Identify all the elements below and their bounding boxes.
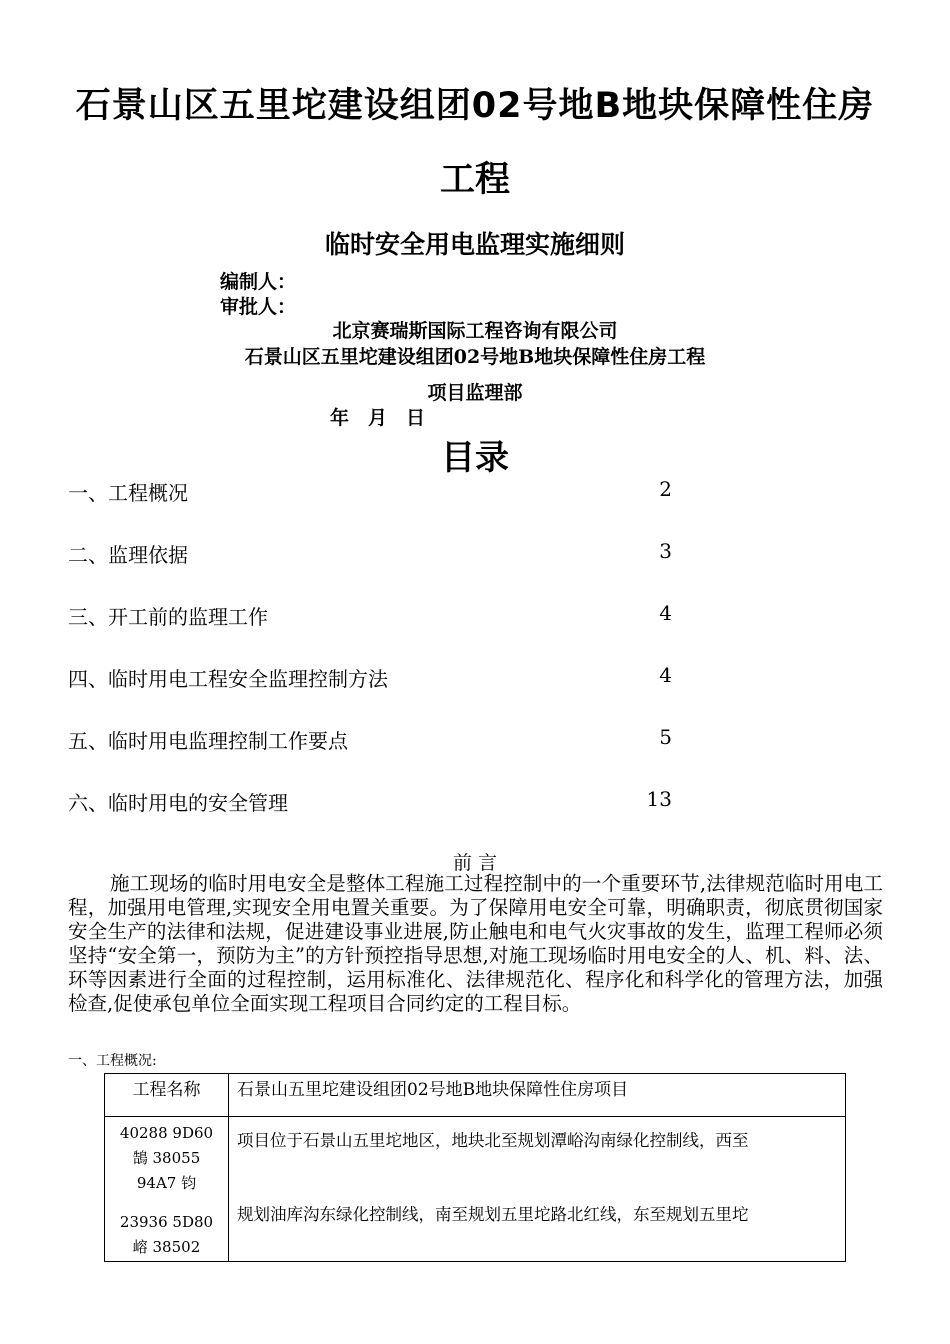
toc-item-label: 一、工程概况 — [68, 481, 188, 505]
project-name: 石景山区五里坨建设组团02号地B地块保障性住房工程 — [244, 346, 706, 368]
toc-item[interactable] — [68, 477, 688, 507]
code-line: 40288 9D60 — [119, 1124, 214, 1142]
toc-item-page: 5 — [659, 725, 672, 749]
toc-item[interactable] — [68, 539, 688, 569]
code-line: 23936 5D80 — [119, 1213, 214, 1231]
section-heading: 一、工程概况: — [68, 1053, 157, 1069]
preface-paragraph: 施工现场的临时用电安全是整体工程施工过程控制中的一个重要环节,法律规范临时用电工程，加强用电管理,实现安全用电置关重要。为了保障用电安全可靠，明确职责，彻底贯彻国家安全生产的法律和法规，促进建设事业进展,防止触电和电气火灾事故的发生，监理工程师必须坚持“安全第一，预防为主”的方针预控指导思想,对施工现场临时用电安全的人、机、料、法、环等因素进行全面的过程控制，运用标准化、法律规范化、程序化和科学化的管理方法，加强检查,促使承包单位全面实现工程项目合同约定的工程目标。 — [68, 872, 883, 1015]
compiler-label: 编制人： — [220, 271, 297, 293]
project-description-cell — [229, 1117, 846, 1262]
toc-item[interactable] — [68, 725, 688, 755]
document-subtitle: 临时安全用电监理实施细则 — [324, 230, 625, 259]
code-line: 鵠 38055 — [132, 1149, 201, 1167]
company-name: 北京赛瑞斯国际工程咨询有限公司 — [332, 320, 618, 342]
project-name-value-cell: 石景山五里坨建设组团02号地B地块保障性住房项目 — [229, 1074, 846, 1117]
toc-item-page: 3 — [659, 539, 672, 563]
toc-item[interactable] — [68, 663, 688, 693]
toc-item-label: 五、临时用电监理控制工作要点 — [68, 729, 348, 753]
toc-title: 目录 — [441, 438, 509, 478]
toc-item-page: 13 — [646, 787, 672, 811]
toc-item-label: 二、监理依据 — [68, 543, 188, 567]
department-name: 项目监理部 — [427, 382, 523, 404]
toc-item-label: 四、临时用电工程安全监理控制方法 — [68, 667, 388, 691]
date-line: 年 月 日 — [330, 407, 426, 429]
document-title-line2: 工程 — [439, 160, 510, 200]
code-line: 94A7 钧 — [136, 1174, 197, 1192]
toc-item-page: 4 — [659, 663, 672, 687]
description-line: 规划油库沟东绿化控制线，南至规划五里坨路北红线，东至规划五里坨 — [237, 1205, 749, 1224]
table-row — [105, 1117, 846, 1262]
table-row — [105, 1074, 846, 1117]
toc-item-page: 2 — [659, 477, 672, 501]
toc-item[interactable] — [68, 601, 688, 631]
toc-item-label: 六、临时用电的安全管理 — [68, 791, 288, 815]
toc-item-page: 4 — [659, 601, 672, 625]
project-name-label-cell: 工程名称 — [105, 1074, 229, 1117]
toc-item[interactable] — [68, 787, 688, 817]
preface-title: 前 言 — [452, 852, 498, 874]
toc-item-label: 三、开工前的监理工作 — [68, 605, 268, 629]
code-cell — [105, 1117, 229, 1262]
approver-label: 审批人： — [220, 296, 297, 318]
project-info-table — [104, 1073, 846, 1262]
description-line: 项目位于石景山五里坨地区，地块北至规划潭峪沟南绿化控制线，西至 — [237, 1131, 749, 1150]
document-title-line1: 石景山区五里坨建设组团02号地B地块保障性住房 — [75, 86, 875, 126]
code-line: 嵱 38502 — [132, 1238, 201, 1256]
